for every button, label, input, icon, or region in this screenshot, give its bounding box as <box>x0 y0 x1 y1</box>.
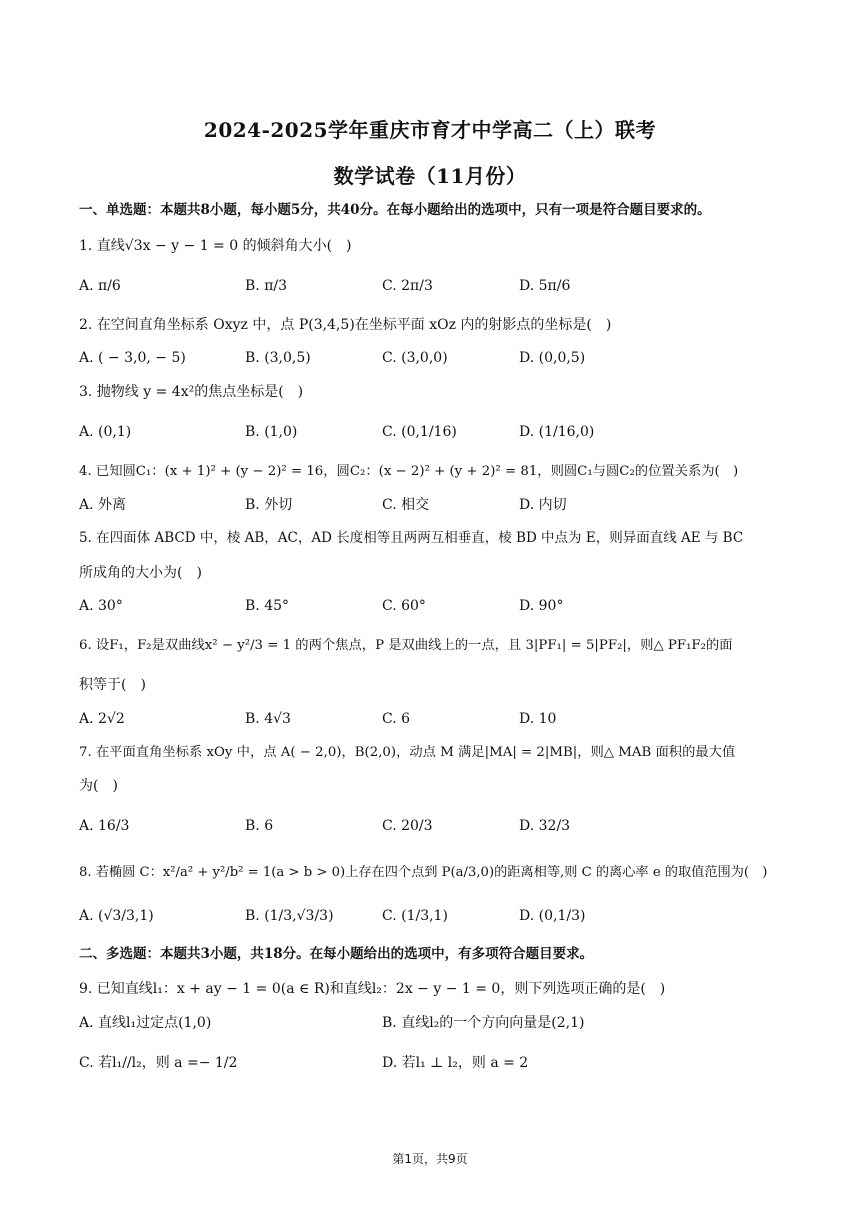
question-9: 9. 已知直线l₁：x + ay − 1 = 0(a ∈ R)和直线l₂：2x − y − 1 = 0，则下列选项正确的是( ) <box>79 981 666 997</box>
q2-option-b: B. (3,0,5) <box>245 350 311 366</box>
q8-option-a: A. (√3/3,1) <box>79 908 154 924</box>
q6-option-b: B. 4√3 <box>245 711 291 727</box>
q3-option-c: C. (0,1/16) <box>382 424 457 440</box>
q4-option-d: D. 内切 <box>519 497 567 513</box>
exam-subtitle: 数学试卷（11月份） <box>333 164 527 188</box>
question-5-line-1: 5. 在四面体 ABCD 中，棱 AB，AC，AD 长度相等且两两互相垂直，棱 BD 中点为 E，则异面直线 AE 与 BC <box>79 530 744 546</box>
question-1: 1. 直线√3x − y − 1 = 0 的倾斜角大小( ) <box>79 238 352 254</box>
q5-option-a: A. 30° <box>79 598 123 614</box>
question-7-line-2: 为( ) <box>79 778 118 794</box>
question-6-line-1: 6. 设F₁，F₂是双曲线x² − y²/3 = 1 的两个焦点，P 是双曲线上的一点，且 3|PF₁| = 5|PF₂|，则△ PF₁F₂的面 <box>79 638 733 653</box>
q9-option-a: A. 直线l₁过定点(1,0) <box>79 1015 212 1031</box>
q4-option-b: B. 外切 <box>245 497 293 513</box>
question-3: 3. 抛物线 y = 4x²的焦点坐标是( ) <box>79 384 304 400</box>
question-7-line-1: 7. 在平面直角坐标系 xOy 中，点 A( − 2,0)，B(2,0)，动点 M 满足|MA| = 2|MB|，则△ MAB 面积的最大值 <box>79 745 736 760</box>
question-4: 4. 已知圆C₁：(x + 1)² + (y − 2)² = 16，圆C₂：(x − 2)² + (y + 2)² = 81，则圆C₁与圆C₂的位置关系为( ) <box>79 464 739 479</box>
q1-option-b: B. π/3 <box>245 278 288 294</box>
section-1-heading: 一、单选题：本题共8小题，每小题5分，共40分。在每小题给出的选项中，只有一项是符合题目要求的。 <box>79 202 711 218</box>
q2-option-d: D. (0,0,5) <box>519 350 586 366</box>
question-2: 2. 在空间直角坐标系 Oxyz 中，点 P(3,4,5)在坐标平面 xOz 内的射影点的坐标是( ) <box>79 317 612 333</box>
q3-option-d: D. (1/16,0) <box>519 424 595 440</box>
q7-option-d: D. 32/3 <box>519 818 571 834</box>
q4-option-a: A. 外离 <box>79 497 127 513</box>
q3-option-a: A. (0,1) <box>79 424 132 440</box>
q6-option-c: C. 6 <box>382 711 411 727</box>
q8-option-b: B. (1/3,√3/3) <box>245 908 334 924</box>
q4-option-c: C. 相交 <box>382 497 430 513</box>
q9-option-d: D. 若l₁ ⊥ l₂，则 a = 2 <box>382 1055 529 1071</box>
section-2-heading: 二、多选题：本题共3小题，共18分。在每小题给出的选项中，有多项符合题目要求。 <box>79 946 594 962</box>
q5-option-b: B. 45° <box>245 598 290 614</box>
q5-option-c: C. 60° <box>382 598 426 614</box>
q9-option-b: B. 直线l₂的一个方向向量是(2,1) <box>382 1015 585 1031</box>
q7-option-c: C. 20/3 <box>382 818 433 834</box>
q9-option-c: C. 若l₁//l₂，则 a =− 1/2 <box>79 1055 238 1071</box>
q8-option-c: C. (1/3,1) <box>382 908 448 924</box>
q7-option-a: A. 16/3 <box>79 818 130 834</box>
exam-title: 2024-2025学年重庆市育才中学高二（上）联考 <box>203 118 657 142</box>
q2-option-c: C. (3,0,0) <box>382 350 448 366</box>
q1-option-a: A. π/6 <box>79 278 121 294</box>
q7-option-b: B. 6 <box>245 818 274 834</box>
q6-option-d: D. 10 <box>519 711 557 727</box>
q1-option-d: D. 5π/6 <box>519 278 571 294</box>
q2-option-a: A. ( − 3,0, − 5) <box>79 350 186 366</box>
q8-option-d: D. (0,1/3) <box>519 908 586 924</box>
question-6-line-2: 积等于( ) <box>79 677 146 693</box>
q6-option-a: A. 2√2 <box>79 711 125 727</box>
question-8: 8. 若椭圆 C：x²/a² + y²/b² = 1(a > b > 0)上存在四个点到 P(a/3,0)的距离相等,则 C 的离心率 e 的取值范围为( ) <box>79 865 768 880</box>
page-footer: 第1页，共9页 <box>392 1152 468 1166</box>
q3-option-b: B. (1,0) <box>245 424 298 440</box>
q1-option-c: C. 2π/3 <box>382 278 433 294</box>
question-5-line-2: 所成角的大小为( ) <box>79 565 202 581</box>
q5-option-d: D. 90° <box>519 598 564 614</box>
